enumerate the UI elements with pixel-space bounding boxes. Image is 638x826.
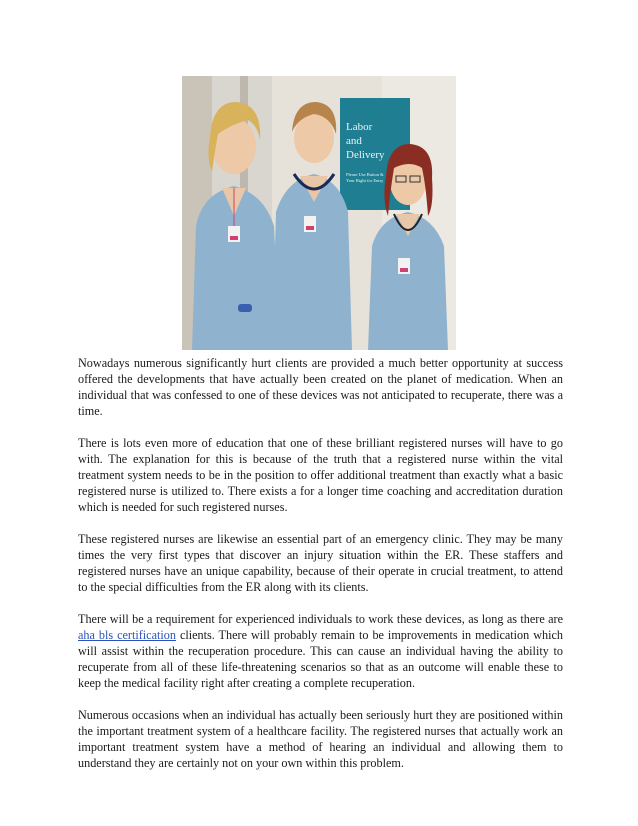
sign-line-2: and bbox=[346, 135, 362, 147]
paragraph-4-before: There will be a requirement for experienced individuals to work these devices, as long as there are bbox=[78, 612, 563, 626]
paragraph-3: These registered nurses are likewise an essential part of an emergency clinic. They may be many times the very first types that discover an injury situation within the ER. These staffers and registered nurses have an unique capability, because of their operate in crucial treatment, to attend to the special difficulties from the ER along with its clients. bbox=[78, 532, 563, 594]
nurses-illustration bbox=[182, 76, 456, 350]
article-body bbox=[78, 355, 563, 787]
sign-subtext-1: Please Use Button & bbox=[346, 172, 384, 177]
nurses-photo bbox=[182, 76, 456, 350]
paragraph-4 bbox=[78, 611, 563, 691]
aha-bls-certification-link[interactable]: aha bls certification bbox=[78, 628, 176, 642]
paragraph-1: Nowadays numerous significantly hurt clients are provided a much better opportunity at success offered the developments that have actually been created on the planet of medication. When an individual that was confessed to one of these devices was not anticipated to recuperate, there was a time. bbox=[78, 356, 563, 418]
paragraph-5: Numerous occasions when an individual has actually been seriously hurt they are positioned within the important treatment system of a healthcare facility. The registered nurses that actually work an important treatment system have a method of hearing an individual and allowing them to understand they are certainly not on your own within this problem. bbox=[78, 708, 563, 770]
paragraph-2: There is lots even more of education that one of these brilliant registered nurses will have to go with. The explanation for this is because of the truth that a registered nurse within the vital treatment system needs to be in the position to offer additional treatment than exactly what a basic registered nurse is utilized to. There exists a for a longer time coaching and accreditation duration which is needed for such registered nurses. bbox=[78, 436, 563, 514]
paragraph-4-after: clients. There will probably remain to be improvements in medication which will assist within the recuperation procedure. This can cause an individual having the ability to recuperate from all of these life-threatening scenarios so that as an outcome will enable these to keep the medical facility right after creating a complete recuperation. bbox=[78, 628, 564, 690]
sign-line-3: Delivery bbox=[346, 149, 385, 161]
sign-line-1: Labor bbox=[346, 121, 373, 133]
sign-subtext-2: Your Right for Entry bbox=[346, 178, 384, 183]
